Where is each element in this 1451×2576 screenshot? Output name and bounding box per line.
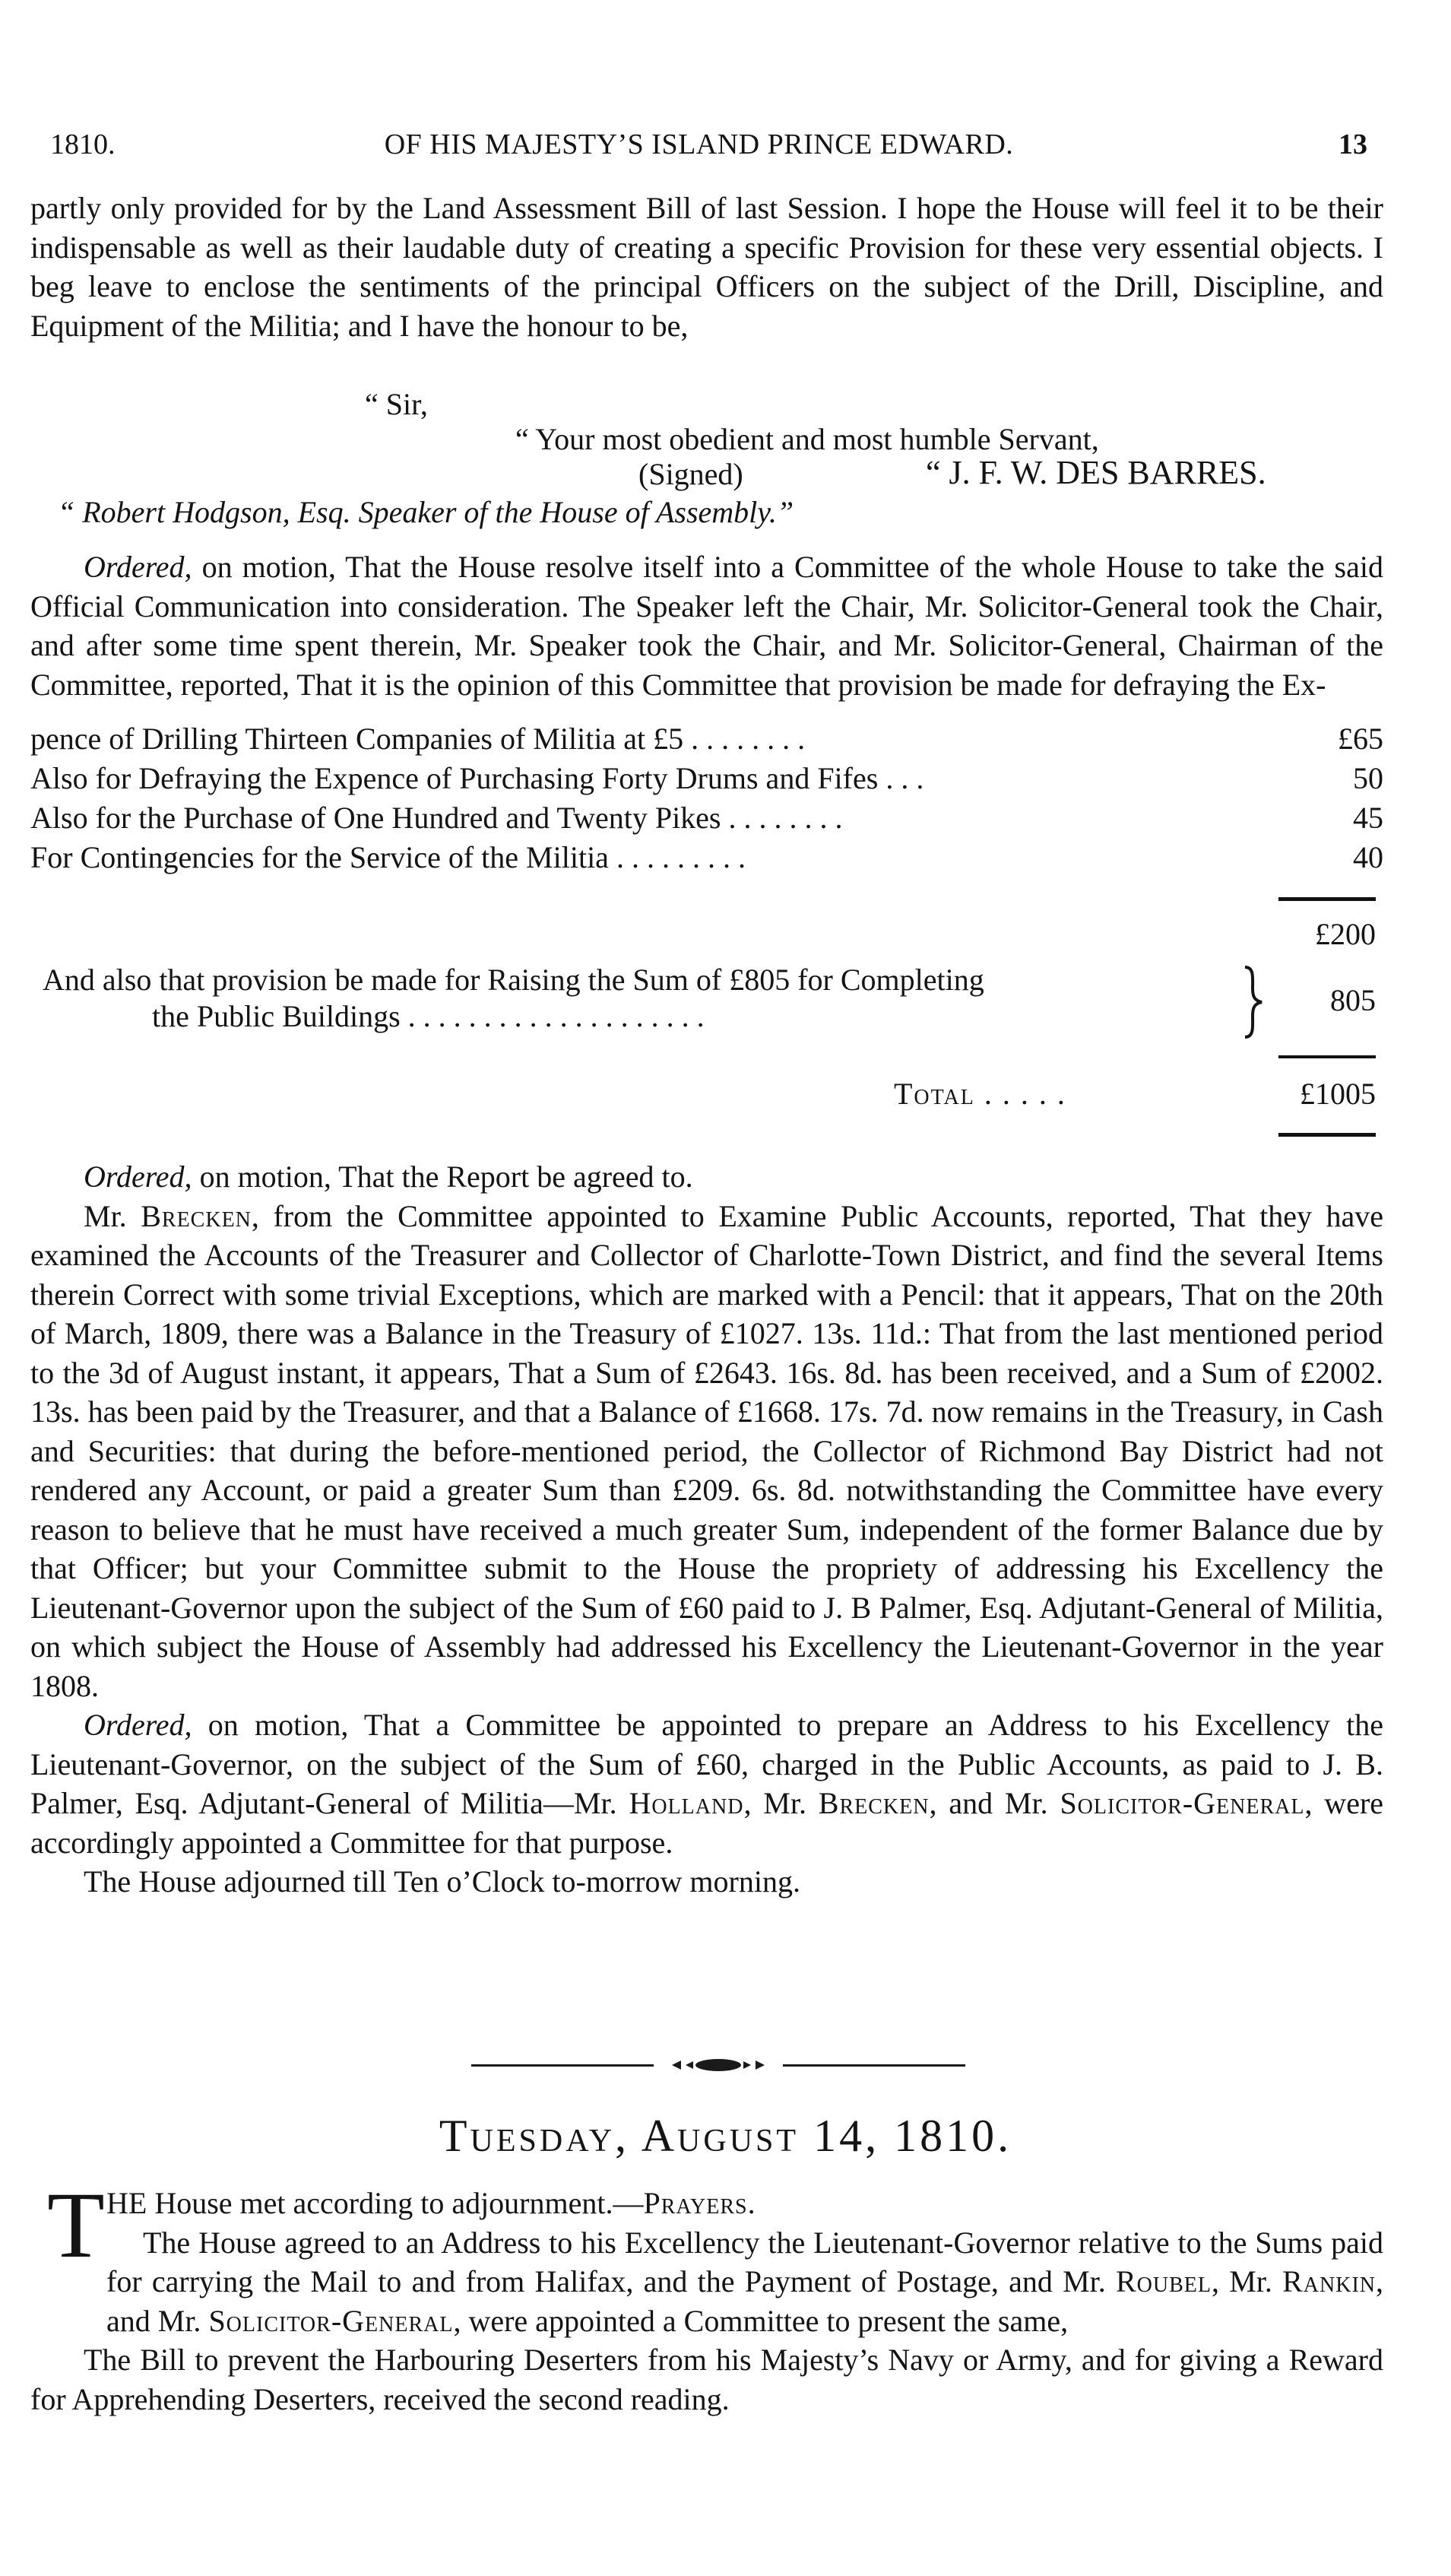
divider-line-right bbox=[783, 2064, 965, 2067]
section-divider bbox=[471, 2058, 965, 2072]
report-item-label: Also for the Purchase of One Hundred and Twenty Pikes . . . . . . . . bbox=[30, 801, 843, 835]
salutation: “ Sir, bbox=[365, 387, 428, 421]
member-name: Brecken bbox=[141, 1198, 252, 1233]
letter-continuation: partly only provided for by the Land Assessment Bill of last Session. I hope the House will feel it to be their indispensable as well as their laudable duty of creating a specific Provision for these very essential objects. I beg leave to enclose the sentiments of the principal Officers on the subject of the Drill, Discipline, and Equipment of the Militia; and I have the honour to be, bbox=[30, 191, 1383, 343]
brecken-report bbox=[30, 1197, 1383, 1706]
address-committee-text: on motion, That a Committee be appointed to prepare an Address to his Excellency the Lieutenant-Governor, on the subject of the Sum of £60, charged in the Public Accounts, as paid to J. B. Palmer, Esq. Adjutant-General of Militia—Mr. bbox=[30, 1708, 1383, 1820]
member-name: Roubel bbox=[1115, 2264, 1212, 2298]
subtotal: £200 bbox=[1315, 917, 1376, 951]
address-committee bbox=[30, 1705, 1383, 1862]
member-name: Holland bbox=[629, 1786, 744, 1820]
signatory: “ J. F. W. DES BARRES. bbox=[926, 454, 1266, 491]
address-committee-text: , and Mr. bbox=[929, 1786, 1060, 1820]
member-name: Solicitor-General bbox=[208, 2303, 454, 2338]
header-title: OF HIS MAJESTY’S ISLAND PRINCE EDWARD. bbox=[384, 128, 1014, 160]
report-row bbox=[30, 839, 1383, 879]
prayers: Prayers. bbox=[643, 2186, 756, 2220]
letter-continuation-block bbox=[30, 189, 1383, 345]
running-head bbox=[30, 128, 1367, 170]
report-item-amount: 45 bbox=[1353, 801, 1383, 835]
signed-label: (Signed) bbox=[638, 457, 743, 491]
report-agreed-text: on motion, That the Report be agreed to. bbox=[192, 1160, 693, 1194]
committee-motion bbox=[30, 547, 1383, 704]
house-met-text: HE House met according to adjournment.— bbox=[106, 2186, 644, 2220]
total-rule-bottom bbox=[1278, 1133, 1376, 1137]
address-agreed bbox=[30, 2223, 1383, 2341]
address-committee-text: , were accordingly appointed a Committee for that purpose. bbox=[30, 1786, 1384, 1860]
bill-reading: The Bill to prevent the Harbouring Deserters from his Majesty’s Navy or Army, and for giving a Reward for Apprehending Deserters, received the second reading. bbox=[30, 2343, 1383, 2416]
ordered-lead: Ordered, bbox=[84, 550, 192, 584]
report-row bbox=[30, 800, 1383, 839]
public-buildings-amount: 805 bbox=[1330, 983, 1376, 1017]
report-row bbox=[30, 760, 1383, 800]
date-heading: Tuesday, August 14, 1810. bbox=[439, 2111, 1012, 2161]
address-agreed-text: The House agreed to an Address to his Excellency the Lieutenant-Governor relative to the Sums paid for carrying the Mail to and from Halifax, and the Payment of Postage, and Mr. bbox=[106, 2225, 1383, 2298]
member-name: Solicitor-General bbox=[1060, 1786, 1305, 1820]
drop-cap: T bbox=[47, 2173, 105, 2277]
mr-prefix: Mr. bbox=[84, 1198, 141, 1233]
subtotal-rule bbox=[1278, 897, 1376, 901]
committee-motion-block bbox=[30, 547, 1383, 704]
report-item-amount: 50 bbox=[1353, 761, 1383, 795]
report-agreed bbox=[30, 1157, 1383, 1197]
total-label: Total . . . . . bbox=[894, 1077, 1066, 1111]
report-item-amount: £65 bbox=[1338, 722, 1383, 756]
committee-motion-text: on motion, That the House resolve itself into a Committee of the whole House to take the said Official Communication into consideration. The Speaker left the Chair, Mr. Solicitor-General took the Chair, and after some time spent therein, Mr. Speaker took the Chair, and Mr. Solicitor-General, Chairman of the Committee, reported, That it is the opinion of this Committee that provision be made for defraying the Ex- bbox=[30, 550, 1383, 702]
report-item-label: For Contingencies for the Service of the Militia . . . . . . . . . bbox=[30, 840, 746, 874]
page-number: 13 bbox=[1339, 128, 1367, 160]
address-agreed-text: , were appointed a Committee to present the same, bbox=[453, 2303, 1069, 2338]
public-buildings-line2: the Public Buildings . . . . . . . . . . . . . . . . . . . . bbox=[152, 999, 705, 1033]
sitting-block bbox=[30, 2173, 1383, 2419]
addressee: “ Robert Hodgson, Esq. Speaker of the House of Assembly.” bbox=[58, 495, 794, 529]
house-met bbox=[30, 2184, 1383, 2223]
valediction: “ Your most obedient and most humble Servant, bbox=[515, 422, 1099, 456]
ordered-lead: Ordered, bbox=[84, 1160, 192, 1194]
brecken-report-text: , from the Committee appointed to Examine Public Accounts, reported, That they have examined the Accounts of the Treasurer and Collector of Charlotte-Town District, and find the several Items therein Correct with some trivial Exceptions, which are marked with a Pencil: that it appears, That on the 20th of March, 1809, there was a Balance in the Treasury of £1027. 13s. 11d.: That from the last mentioned period to the 3d of August instant, it appears, That a Sum of £2643. 16s. 8d. has been received, and a Sum of £2002. 13s. has been paid by the Treasurer, and that a Balance of £1668. 17s. 7d. now remains in the Treasury, in Cash and Securities: that during the before-mentioned period, the Collector of Richmond Bay District had not rendered any Account, or paid a greater Sum than £209. 6s. 8d. notwithstanding the Committee have every reason to believe that he must have received a much greater Sum, independent of the former Balance due by that Officer; but your Committee submit to the House the propriety of addressing his Excellency the Lieutenant-Governor upon the subject of the Sum of £60 paid to J. B Palmer, Esq. Adjutant-General of Militia, on which subject the House of Assembly had addressed his Excellency the Lieutenant-Governor in the year 1808. bbox=[30, 1198, 1383, 1703]
ordered-lead: Ordered, bbox=[84, 1708, 192, 1742]
total-rule-top bbox=[1278, 1055, 1376, 1058]
public-buildings-line1: And also that provision be made for Raising the Sum of £805 for Completing bbox=[43, 963, 984, 997]
member-name: Brecken bbox=[818, 1786, 930, 1820]
total-amount: £1005 bbox=[1300, 1077, 1376, 1111]
member-name: Rankin bbox=[1282, 2264, 1376, 2298]
report-item-label: pence of Drilling Thirteen Companies of Militia at £5 . . . . . . . . bbox=[30, 722, 806, 756]
report-row bbox=[30, 721, 1383, 760]
curly-brace-icon bbox=[1243, 964, 1263, 1040]
report-item-amount: 40 bbox=[1353, 840, 1383, 874]
address-agreed-text: , Mr. bbox=[1211, 2264, 1283, 2298]
report-table bbox=[30, 721, 1383, 879]
ornament-icon bbox=[670, 2058, 766, 2072]
header-year: 1810. bbox=[50, 128, 116, 160]
adjourned: The House adjourned till Ten o’Clock to-morrow morning. bbox=[84, 1864, 800, 1899]
report-item-label: Also for Defraying the Expence of Purchasing Forty Drums and Fifes . . . bbox=[30, 761, 924, 795]
address-committee-text: , Mr. bbox=[743, 1786, 819, 1820]
divider-line-left bbox=[471, 2064, 654, 2067]
proceedings-block bbox=[30, 1157, 1383, 1902]
address-agreed-text: , and Mr. bbox=[106, 2264, 1383, 2338]
